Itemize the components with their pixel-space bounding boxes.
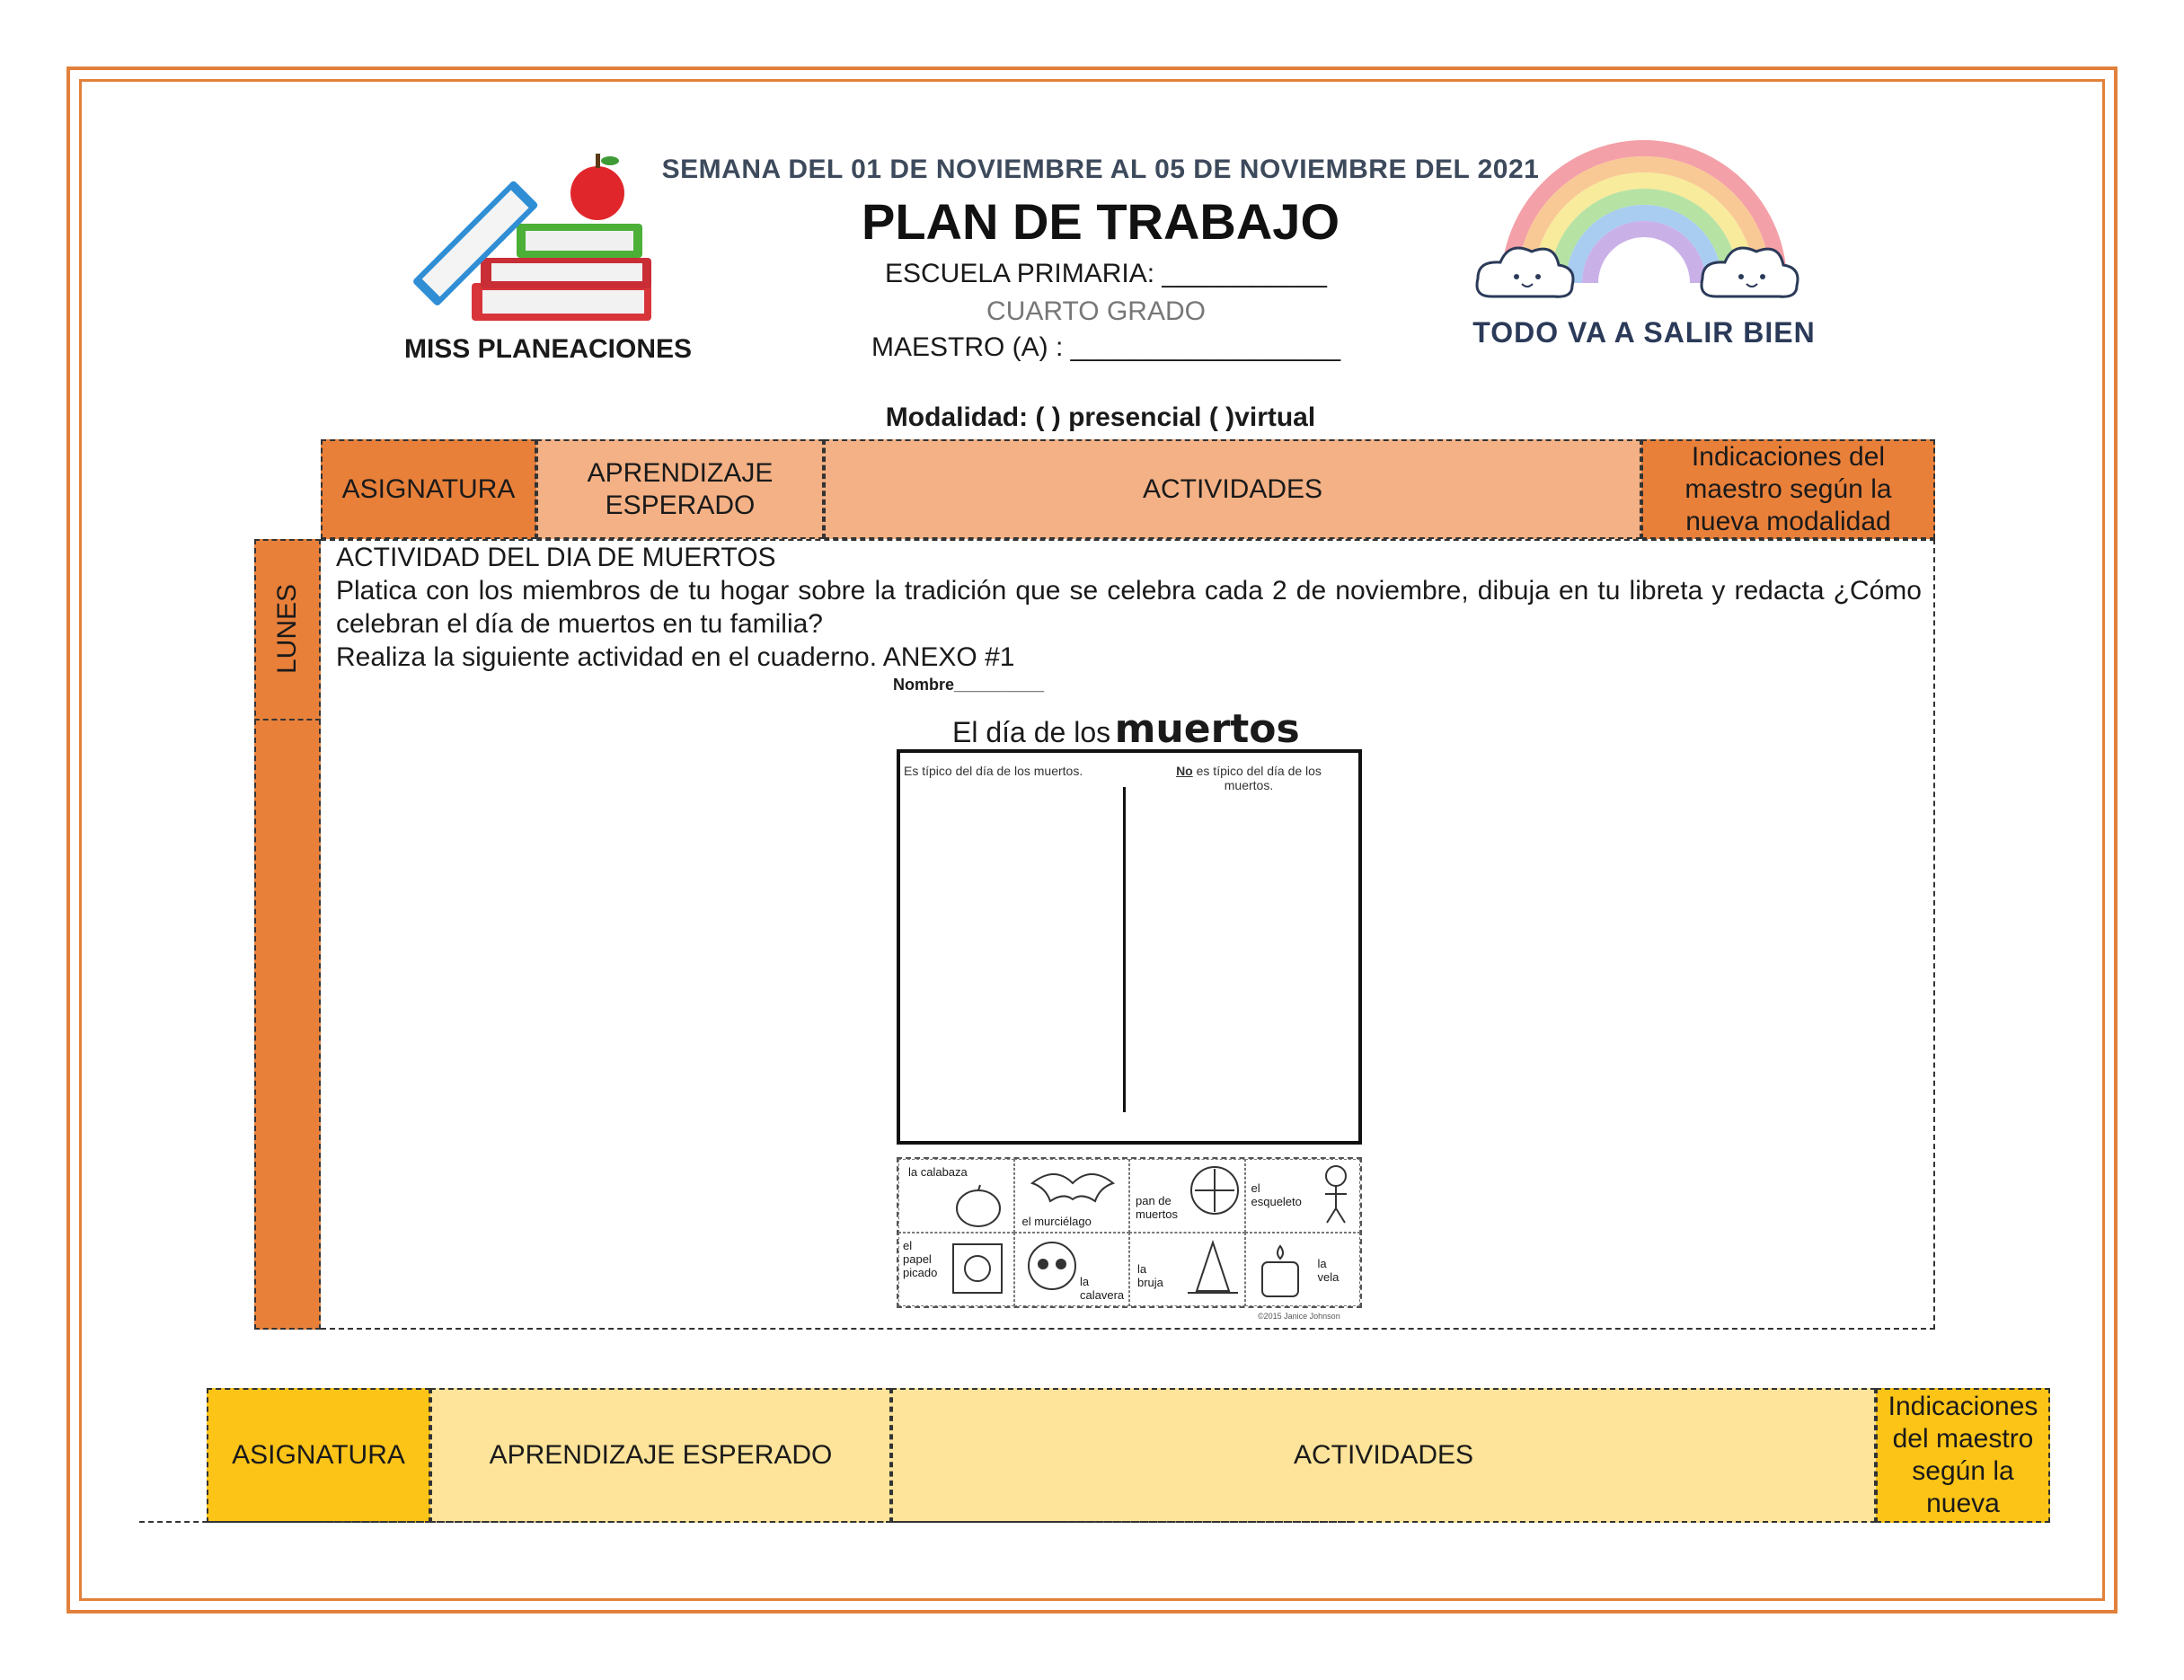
slogan: TODO VA A SALIR BIEN bbox=[1472, 316, 1816, 349]
worksheet-title-prefix: El día de los bbox=[952, 716, 1111, 748]
header-asignatura: ASIGNATURA bbox=[321, 439, 536, 539]
header2-asignatura: ASIGNATURA bbox=[207, 1388, 430, 1523]
rainbow-logo bbox=[1473, 126, 1815, 314]
activity-description: Platica con los miembros de tu hogar sobre la tradición que se celebra cada 2 de noviembre, dibuja en tu libreta y redacta ¿Cómo celebran el día de muertos en tu familia? bbox=[336, 576, 1922, 639]
card-papel bbox=[898, 1233, 1014, 1306]
header2-indicaciones: Indicaciones del maestro según la nueva bbox=[1876, 1388, 2050, 1523]
activity-instruction: Realiza la siguiente actividad en el cuaderno. ANEXO #1 bbox=[336, 642, 1015, 672]
pumpkin-icon bbox=[953, 1183, 1004, 1228]
card-vela bbox=[1245, 1233, 1361, 1306]
card-label: el esqueleto bbox=[1251, 1181, 1302, 1208]
bread-icon bbox=[1186, 1163, 1243, 1217]
school-field: ESCUELA PRIMARIA: ___________ bbox=[885, 259, 1327, 288]
header2-aprendizaje: APRENDIZAJE ESPERADO bbox=[430, 1388, 891, 1523]
worksheet-sort-box bbox=[897, 749, 1362, 1145]
card-label: la bruja bbox=[1137, 1262, 1163, 1289]
activity-title: ACTIVIDAD DEL DIA DE MUERTOS bbox=[336, 543, 776, 572]
card-label: el papel picado bbox=[903, 1239, 938, 1279]
header-indicaciones: Indicaciones del maestro según la nueva modalidad bbox=[1641, 439, 1935, 539]
worksheet-copyright: ©2015 Janice Johnson bbox=[1258, 1312, 1340, 1321]
brand-name: MISS PLANEACIONES bbox=[403, 334, 693, 364]
card-label: pan de muertos bbox=[1136, 1194, 1178, 1221]
worksheet-annex bbox=[889, 672, 1375, 1328]
rainbow-icon bbox=[1473, 126, 1815, 314]
card-esqueleto bbox=[1245, 1159, 1361, 1233]
header-actividades: ACTIVIDADES bbox=[824, 439, 1641, 539]
day-label bbox=[254, 539, 321, 719]
card-label: la calabaza bbox=[908, 1165, 968, 1179]
worksheet-cards bbox=[897, 1157, 1362, 1308]
witch-hat-icon bbox=[1184, 1239, 1242, 1302]
worksheet-divider bbox=[1123, 787, 1126, 1112]
card-label: la calavera bbox=[1080, 1275, 1125, 1302]
worksheet-name-label: Nombre__________ bbox=[893, 676, 1045, 694]
worksheet-col-right bbox=[1150, 764, 1348, 792]
week-range: SEMANA DEL 01 DE NOVIEMBRE AL 05 DE NOVIEMBRE DEL 2021 bbox=[661, 155, 1540, 184]
table2-baseline bbox=[139, 1521, 1352, 1523]
card-pan bbox=[1129, 1159, 1245, 1233]
worksheet-title bbox=[952, 706, 1300, 752]
card-calavera bbox=[1014, 1233, 1130, 1306]
worksheet-title-word: muertos bbox=[1114, 706, 1300, 752]
skeleton-icon bbox=[1318, 1163, 1354, 1226]
card-label: la vela bbox=[1317, 1257, 1340, 1284]
day-text: LUNES bbox=[272, 583, 303, 675]
page-title: PLAN DE TRABAJO bbox=[861, 193, 1340, 250]
card-murcielago bbox=[1014, 1159, 1130, 1233]
candle-icon bbox=[1253, 1239, 1307, 1302]
worksheet-col-left: Es típico del día de los muertos. bbox=[904, 764, 1083, 778]
papel-picado-icon bbox=[950, 1241, 1005, 1296]
card-label: el murciélago bbox=[1021, 1215, 1092, 1228]
teacher-field: MAESTRO (A) : __________________ bbox=[871, 332, 1340, 362]
card-bruja bbox=[1129, 1233, 1245, 1306]
day-divider bbox=[254, 719, 321, 722]
calavera-icon bbox=[1021, 1237, 1083, 1300]
card-calabaza bbox=[898, 1159, 1014, 1233]
header2-actividades: ACTIVIDADES bbox=[891, 1388, 1876, 1523]
worksheet-col-right-text: es típico del día de los muertos. bbox=[1192, 764, 1322, 792]
activity-text-block bbox=[336, 541, 1922, 674]
bat-icon bbox=[1028, 1165, 1118, 1210]
header-aprendizaje: APRENDIZAJE ESPERADO bbox=[536, 439, 824, 539]
worksheet-col-right-no: No bbox=[1176, 764, 1193, 778]
modalidad-line: Modalidad: ( ) presencial ( )virtual bbox=[885, 402, 1316, 432]
grade-label: CUARTO GRADO bbox=[986, 296, 1206, 326]
